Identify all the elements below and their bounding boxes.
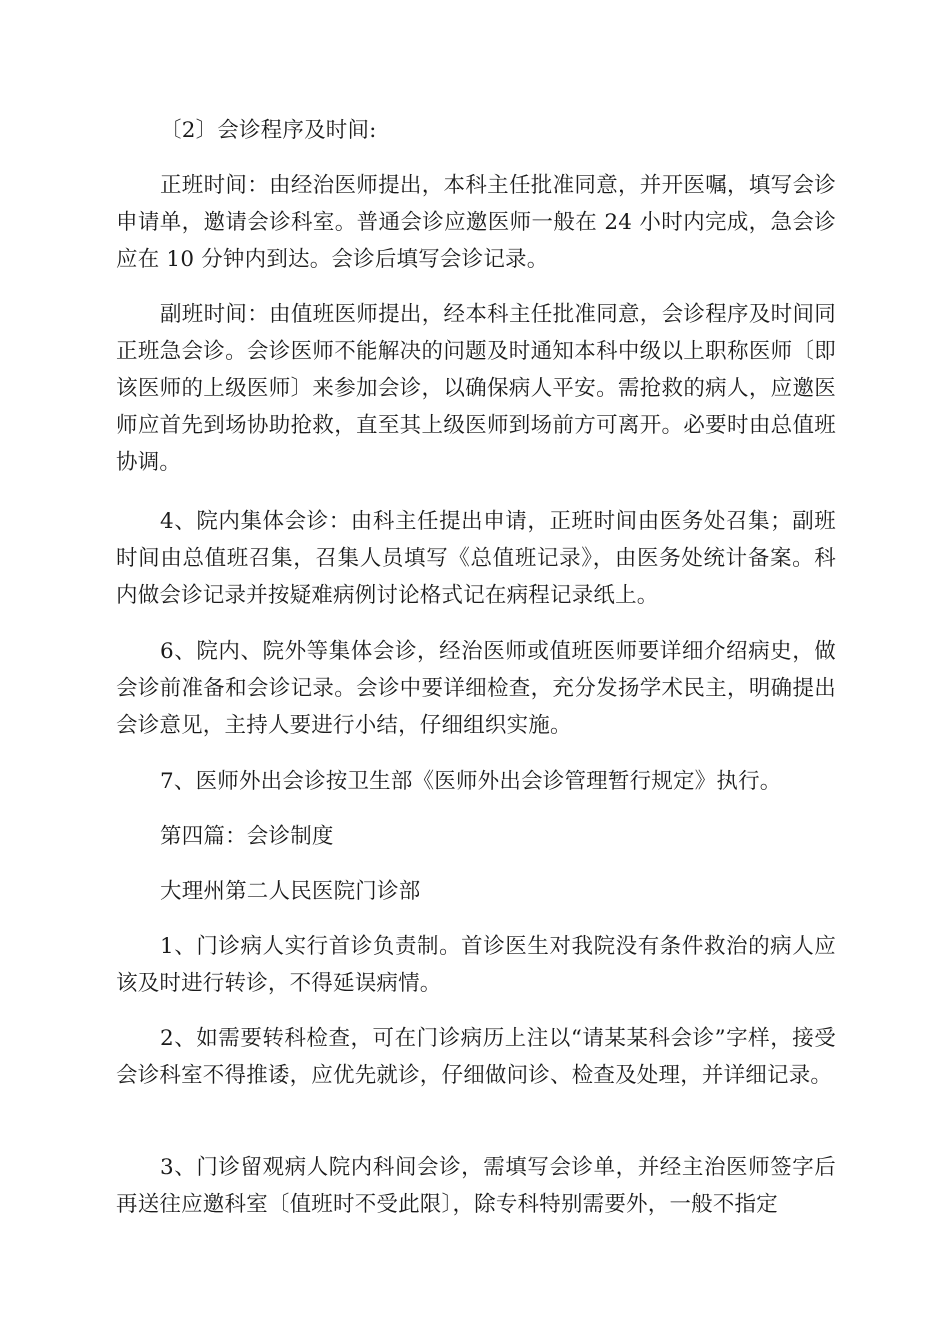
paragraph-item-4: 4、院内集体会诊：由科主任提出申请，正班时间由医务处召集；副班时间由总值班召集，召集人员填写《总值班记录》，由医务处统计备案。科内做会诊记录并按疑难病例讨论格式记在病程记录纸上。 [116,509,836,608]
paragraph-outpatient-1: 1、门诊病人实行首诊负责制。首诊医生对我院没有条件救治的病人应该及时进行转诊，不得延误病情。 [116,934,836,996]
paragraph-outpatient-3: 3、门诊留观病人院内科间会诊，需填写会诊单，并经主治医师签字后再送往应邀科室〔值班时不受此限〕，除专科特别需要外，一般不指定 [116,1155,836,1217]
paragraph-secondary-shift: 副班时间：由值班医师提出，经本科主任批准同意，会诊程序及时间同正班急会诊。会诊医师不能解决的问题及时通知本科中级以上职称医师〔即该医师的上级医师〕来参加会诊，以确保病人平安。需抢救的病人，应邀医师应首先到场协助抢救，直至其上级医师到场前方可离开。必要时由总值班协调。 [116,302,836,475]
paragraph-consult-procedure-heading: 〔2〕会诊程序及时间: [160,118,377,143]
paragraph-item-7: 7、医师外出会诊按卫生部《医师外出会诊管理暂行规定》执行。 [160,769,782,794]
paragraph-item-6: 6、院内、院外等集体会诊，经治医师或值班医师要详细介绍病史，做会诊前准备和会诊记录。会诊中要详细检查，充分发扬学术民主，明确提出会诊意见，主持人要进行小结，仔细组织实施。 [116,639,836,738]
hospital-department: 大理州第二人民医院门诊部 [160,879,421,904]
paragraph-regular-shift: 正班时间：由经治医师提出，本科主任批准同意，并开医嘱，填写会诊申请单，邀请会诊科室。普通会诊应邀医师一般在 24 小时内完成，急会诊应在 10 分钟内到达。会诊后填写会诊记录。 [116,173,836,272]
section-title: 第四篇：会诊制度 [160,824,334,849]
paragraph-outpatient-2: 2、如需要转科检查，可在门诊病历上注以“请某某科会诊”字样，接受会诊科室不得推诿，应优先就诊，仔细做问诊、检查及处理，并详细记录。 [116,1026,836,1088]
